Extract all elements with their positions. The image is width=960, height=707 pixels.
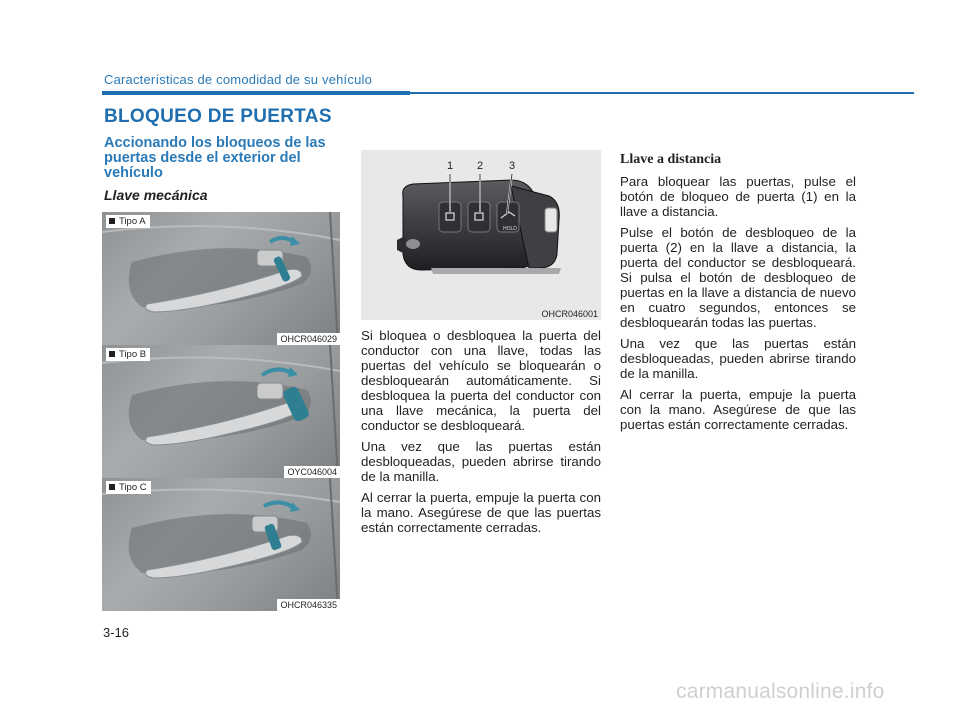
paragraph: Una vez que las puertas están desbloqueadas, pueden abrirse tirando de la manilla. bbox=[620, 336, 856, 381]
paragraph: Para bloquear las puertas, pulse el botón de bloqueo de puerta (1) en la llave a distancia. bbox=[620, 174, 856, 219]
figure-label bbox=[106, 481, 151, 494]
paragraph: Si bloquea o desbloquea la puerta del conductor con una llave, todas las puertas del vehículo se bloquearán o desbloquearán automáticamente. Si desbloquea la puerta del conductor con una llave mecánica, la puerta del conductor se desbloqueará. bbox=[361, 328, 601, 433]
sub-subheading: Llave mecánica bbox=[104, 187, 208, 203]
hold-label: HOLD bbox=[503, 226, 517, 232]
remote-key-figure bbox=[361, 150, 601, 320]
page-number: 3-16 bbox=[103, 625, 130, 640]
door-handle-illustration bbox=[102, 345, 340, 478]
door-handle-illustration bbox=[102, 212, 340, 345]
figure-label-text: Tipo B bbox=[119, 349, 147, 360]
door-handle-photo-c bbox=[102, 478, 340, 611]
figure-code: OHCR046001 bbox=[541, 309, 598, 319]
square-bullet-icon bbox=[109, 218, 115, 224]
remote-key-heading: Llave a distancia bbox=[620, 152, 722, 167]
callout-1: 1 bbox=[447, 160, 454, 172]
middle-column-text bbox=[361, 328, 601, 541]
figure-label-text: Tipo A bbox=[119, 216, 146, 227]
paragraph: Al cerrar la puerta, empuje la puerta con la mano. Asegúrese de que las puertas están correctamente cerradas. bbox=[620, 387, 856, 432]
remote-key-illustration bbox=[361, 150, 601, 320]
door-handle-illustration bbox=[102, 478, 340, 611]
paragraph: Al cerrar la puerta, empuje la puerta con la mano. Asegúrese de que las puertas están correctamente cerradas. bbox=[361, 490, 601, 535]
watermark: carmanualsonline.info bbox=[676, 680, 885, 703]
figure-code: OYC046004 bbox=[284, 466, 340, 478]
right-column-text bbox=[620, 152, 856, 438]
figure-code: OHCR046029 bbox=[277, 333, 340, 345]
door-handle-photo-a bbox=[102, 212, 340, 345]
page-title: BLOQUEO DE PUERTAS bbox=[104, 106, 332, 127]
subheading: Accionando los bloqueos de las puertas desde el exterior del vehículo bbox=[104, 135, 326, 181]
paragraph: Una vez que las puertas están desbloqueadas, pueden abrirse tirando de la manilla. bbox=[361, 439, 601, 484]
paragraph: Pulse el botón de desbloqueo de la puerta (2) en la llave a distancia, la puerta del conductor se desbloqueará. Si pulsa el botón de desbloqueo de puertas en la llave a distancia de nuevo en cuatro segundos, entonces se desbloquearán todas las puertas. bbox=[620, 225, 856, 330]
section-header: Características de comodidad de su vehículo bbox=[104, 72, 373, 87]
figure-label bbox=[106, 348, 150, 361]
figure-label-text: Tipo C bbox=[119, 482, 147, 493]
callout-3: 3 bbox=[509, 160, 516, 172]
square-bullet-icon bbox=[109, 484, 115, 490]
figure-code: OHCR046335 bbox=[277, 599, 340, 611]
header-bar bbox=[102, 91, 410, 95]
figure-label bbox=[106, 215, 150, 228]
door-handle-photo-b bbox=[102, 345, 340, 478]
header-rule bbox=[410, 92, 914, 94]
callout-2: 2 bbox=[477, 160, 484, 172]
square-bullet-icon bbox=[109, 351, 115, 357]
